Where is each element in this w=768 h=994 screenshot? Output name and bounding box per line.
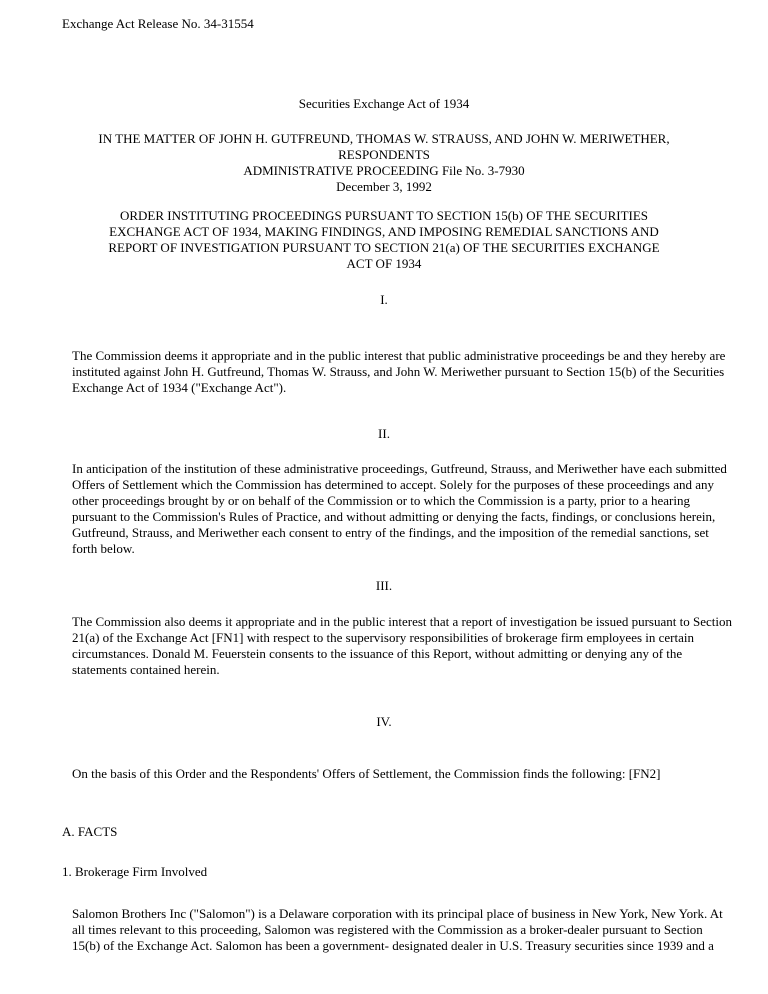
order-title-line-2: EXCHANGE ACT OF 1934, MAKING FINDINGS, AND IMPOSING REMEDIAL SANCTIONS AND xyxy=(109,224,659,239)
paragraph-5 xyxy=(62,906,734,954)
matter-caption xyxy=(0,131,768,195)
paragraph-4 xyxy=(62,766,734,782)
paragraph-2-text: In anticipation of the institution of these administrative proceedings, Gutfreund, Strauss, and Meriwether have each submitted Offers of Settlement which the Commission has determined to accept. Solely for the purposes of these proceedings and any other proceedings brought by or on behalf of the Commission or to which the Commission is a party, prior to a hearing pursuant to the Commission's Rules of Practice, and without admitting or denying the facts, findings, or conclusions herein, Gutfreund, Strauss, and Meriwether each consent to entry of the findings, and the imposition of the remedial sanctions, set forth below. xyxy=(72,461,727,556)
paragraph-5-text: Salomon Brothers Inc ("Salomon") is a Delaware corporation with its principal place of business in New York, New York. At all times relevant to this proceeding, Salomon was registered with the Commission as a broker-dealer pursuant to Section 15(b) of the Exchange Act. Salomon has been a government- designated dealer in U.S. Treasury securities since 1939 and a xyxy=(72,906,723,953)
section-heading-2: II. xyxy=(378,426,390,441)
section-heading-4: IV. xyxy=(376,714,392,729)
paragraph-1-text: The Commission deems it appropriate and in the public interest that public administrative proceedings be and they hereby are instituted against John H. Gutfreund, Thomas W. Strauss, and John W. Meriwether pursuant to Section 15(b) of the Securities Exchange Act of 1934 ("Exchange Act"). xyxy=(72,348,726,395)
paragraph-4-text: On the basis of this Order and the Respondents' Offers of Settlement, the Commission finds the following: [FN2] xyxy=(72,766,661,781)
section-heading-3: III. xyxy=(375,578,393,593)
order-title-line-4: ACT OF 1934 xyxy=(346,256,422,271)
paragraph-3 xyxy=(62,614,734,678)
section-heading-1: I. xyxy=(380,292,388,307)
paragraph-2 xyxy=(62,461,734,557)
brokerage-firm-heading: 1. Brokerage Firm Involved xyxy=(62,864,208,879)
order-title-line-1: ORDER INSTITUTING PROCEEDINGS PURSUANT TO SECTION 15(b) OF THE SECURITIES xyxy=(119,208,649,223)
matter-line-4: December 3, 1992 xyxy=(336,179,432,194)
facts-heading: A. FACTS xyxy=(62,824,118,839)
matter-line-2: RESPONDENTS xyxy=(338,147,430,162)
order-title-line-3: REPORT OF INVESTIGATION PURSUANT TO SECTION 21(a) OF THE SECURITIES EXCHANGE xyxy=(108,240,660,255)
matter-line-1: IN THE MATTER OF JOHN H. GUTFREUND, THOMAS W. STRAUSS, AND JOHN W. MERIWETHER, xyxy=(98,131,670,146)
act-title: Securities Exchange Act of 1934 xyxy=(298,96,470,111)
release-number: Exchange Act Release No. 34-31554 xyxy=(62,16,254,31)
paragraph-1 xyxy=(62,348,734,396)
matter-line-3: ADMINISTRATIVE PROCEEDING File No. 3-7930 xyxy=(243,163,525,178)
paragraph-3-text: The Commission also deems it appropriate and in the public interest that a report of investigation be issued pursuant to Section 21(a) of the Exchange Act [FN1] with respect to the supervisory responsibilities of brokerage firm employees in certain circumstances. Donald M. Feuerstein consents to the issuance of this Report, without admitting or denying any of the statements contained herein. xyxy=(72,614,732,677)
order-title xyxy=(0,208,768,272)
